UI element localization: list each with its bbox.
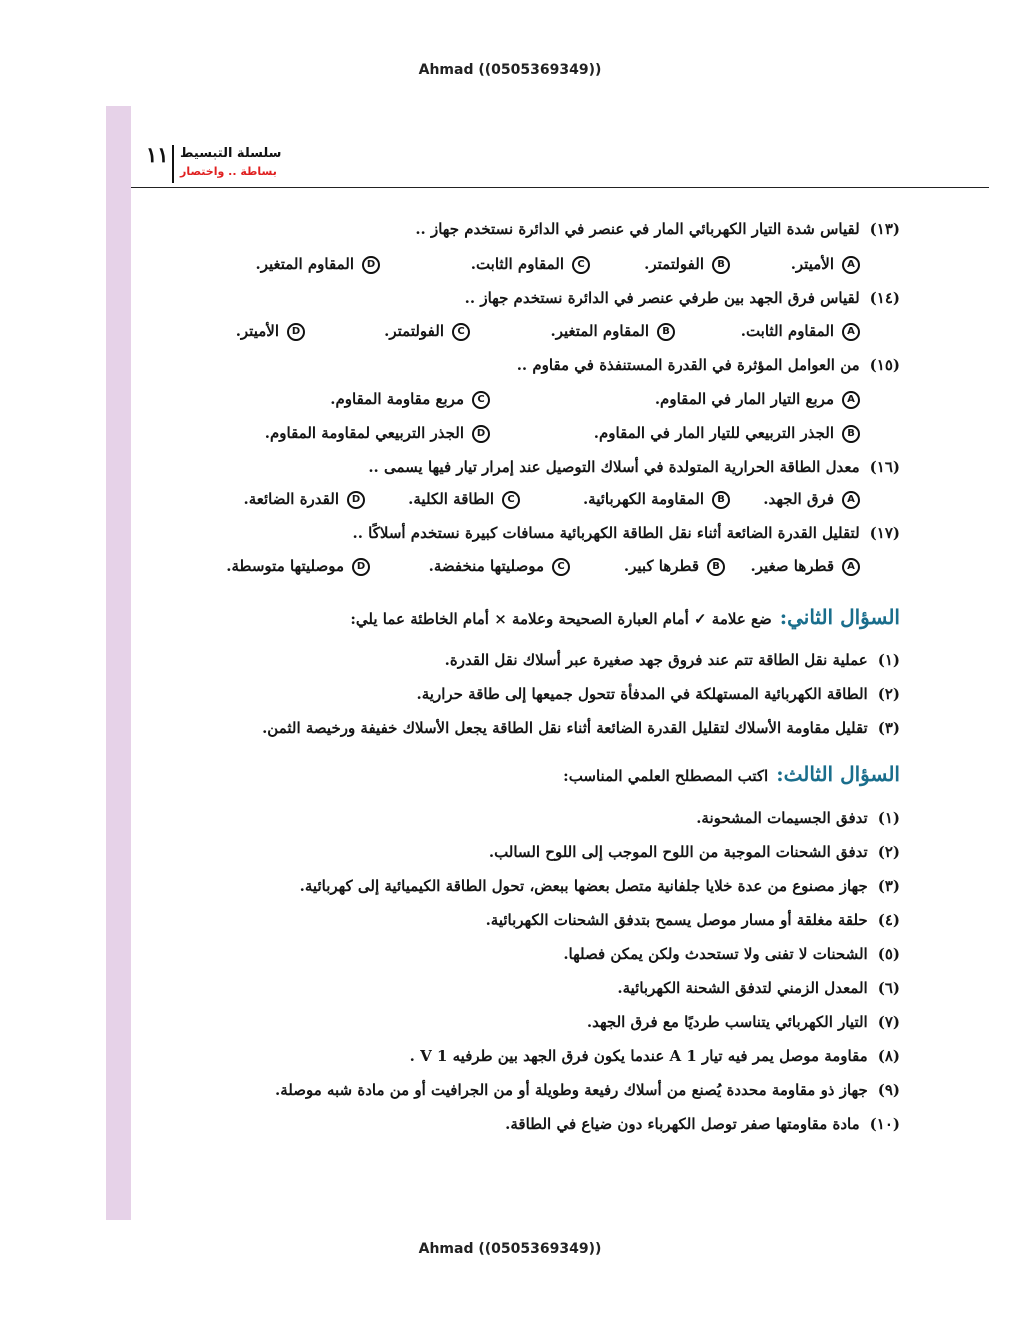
question-text: معدل الطاقة الحرارية المتولدة في أسلاك التوصيل عند إمرار تيار فيها يسمى .. (368, 458, 860, 476)
mcq-question (517, 356, 900, 374)
mcq-question (353, 524, 900, 542)
section-2-heading (350, 605, 900, 629)
option-letter-icon: A (842, 256, 860, 274)
item-number: (٦) (877, 979, 900, 997)
section-3-label: السؤال الثالث: (776, 762, 900, 786)
option-letter-icon: A (842, 491, 860, 509)
options-row (180, 255, 860, 279)
list-item (275, 1081, 900, 1099)
option-text: قطرها صغير. (750, 557, 834, 575)
contact-header: Ahmad ((0505369349)) (418, 62, 602, 78)
option-text: المقاوم المتغير. (550, 322, 649, 340)
page-number: ١١ (146, 142, 169, 167)
list-item (696, 809, 900, 827)
list-item (505, 1115, 900, 1133)
option-text: المقاوم الثابت. (470, 255, 564, 273)
item-text: تقليل مقاومة الأسلاك لتقليل القدرة الضائعة أثناء نقل الطاقة يجعل الأسلاك خفيفة ورخيصة الثمن. (262, 719, 868, 737)
option-letter-icon: C (472, 391, 490, 409)
question-number: (١٤) (869, 289, 900, 307)
option-letter-icon: D (287, 323, 305, 341)
option-b[interactable] (644, 255, 730, 274)
option-b[interactable] (583, 490, 730, 509)
item-number: (٧) (877, 1013, 900, 1031)
list-item (563, 945, 900, 963)
mcq-question (465, 289, 900, 307)
option-text: المقاوم المتغير. (255, 255, 354, 273)
option-a[interactable] (751, 557, 860, 576)
item-number: (٥) (877, 945, 900, 963)
item-number: (٤) (877, 911, 900, 929)
option-letter-icon: B (712, 256, 730, 274)
question-number: (١٥) (869, 356, 900, 374)
option-text: موصليتها متوسطة. (226, 557, 344, 575)
section-3-heading (563, 762, 900, 786)
item-number: (٣) (877, 719, 900, 737)
contact-footer: Ahmad ((0505369349)) (418, 1241, 602, 1257)
option-d[interactable] (255, 255, 380, 274)
series-tagline: بساطة .. واختصار (180, 165, 277, 178)
item-text: مادة مقاومتها صفر توصل الكهرباء دون ضياع في الطاقة. (505, 1115, 860, 1133)
page-number-divider (172, 145, 174, 183)
option-text: المقاومة الكهربائية. (582, 490, 704, 508)
item-text: حلقة مغلقة أو مسار موصل يسمح بتدفق الشحنات الكهربائية. (485, 911, 868, 929)
list-item (617, 979, 900, 997)
option-a[interactable] (791, 255, 860, 274)
option-c[interactable] (384, 322, 470, 341)
option-letter-icon: B (712, 491, 730, 509)
option-letter-icon: D (472, 425, 490, 443)
option-letter-icon: A (842, 323, 860, 341)
question-text: لقياس شدة التيار الكهربائي المار في عنصر في الدائرة نستخدم جهاز .. (415, 220, 860, 238)
section-3-instruction: اكتب المصطلح العلمي المناسب: (563, 767, 769, 785)
option-d[interactable] (265, 424, 490, 443)
item-text: عملية نقل الطاقة تتم عند فروق جهد صغيرة عبر أسلاك نقل القدرة. (444, 651, 868, 669)
option-b[interactable] (594, 424, 860, 443)
side-bar (106, 106, 131, 1220)
item-number: (٣) (877, 877, 900, 895)
item-text: التيار الكهربائي يتناسب طرديًا مع فرق الجهد. (586, 1013, 868, 1031)
option-letter-icon: D (362, 256, 380, 274)
question-text: لقياس فرق الجهد بين طرفي عنصر في الدائرة نستخدم جهاز .. (464, 289, 860, 307)
item-number: (٨) (877, 1047, 900, 1065)
section-2-label: السؤال الثاني: (779, 605, 900, 629)
option-letter-icon: A (842, 558, 860, 576)
question-number: (١٣) (869, 220, 900, 238)
list-item (300, 877, 900, 895)
option-c[interactable] (408, 490, 520, 509)
header-rule (131, 187, 989, 188)
item-number: (٢) (877, 685, 900, 703)
option-text: موصليتها منخفضة. (428, 557, 544, 575)
question-number: (١٧) (869, 524, 900, 542)
option-text: الفولتمتر. (384, 322, 444, 340)
option-letter-icon: C (502, 491, 520, 509)
item-text: الطاقة الكهربائية المستهلكة في المدفأة تتحول جميعها إلى طاقة حرارية. (416, 685, 868, 703)
item-number: (٢) (877, 843, 900, 861)
item-number: (١) (877, 809, 900, 827)
option-letter-icon: C (452, 323, 470, 341)
list-item (262, 719, 900, 737)
option-letter-icon: D (347, 491, 365, 509)
options-row (180, 490, 860, 514)
option-letter-icon: C (572, 256, 590, 274)
options-row (180, 557, 860, 581)
option-a[interactable] (763, 490, 860, 509)
item-text: تدفق الجسيمات المشحونة. (696, 809, 868, 827)
option-b[interactable] (550, 322, 675, 341)
option-text: مربع مقاومة المقاوم. (330, 390, 464, 408)
option-d[interactable] (226, 557, 370, 576)
question-text: لتقليل القدرة الضائعة أثناء نقل الطاقة الكهربائية مسافات كبيرة نستخدم أسلاكًا .. (352, 524, 860, 542)
option-text: الأميتر. (235, 322, 279, 340)
option-a[interactable] (741, 322, 860, 341)
option-letter-icon: B (657, 323, 675, 341)
option-text: المقاوم الثابت. (740, 322, 834, 340)
question-number: (١٦) (869, 458, 900, 476)
option-text: فرق الجهد. (763, 490, 834, 508)
options-row (180, 390, 860, 414)
option-text: قطرها كبير. (623, 557, 699, 575)
options-row (180, 322, 860, 346)
item-number: (١٠) (869, 1115, 900, 1133)
option-c[interactable] (429, 557, 570, 576)
option-c[interactable] (471, 255, 590, 274)
item-number: (٩) (877, 1081, 900, 1099)
item-text: مقاومة موصل يمر فيه تيار 1 A عندما يكون فرق الجهد بين طرفيه 1 V . (409, 1047, 868, 1065)
list-item (489, 843, 900, 861)
options-row (180, 424, 860, 448)
option-text: الفولتمتر. (644, 255, 704, 273)
option-b[interactable] (624, 557, 725, 576)
item-text: تدفق الشحنات الموجبة من اللوح الموجب إلى اللوح السالب. (488, 843, 868, 861)
series-title: سلسلة التبسيط (180, 146, 282, 161)
option-letter-icon: C (552, 558, 570, 576)
section-2-instruction: ضع علامة ✓ أمام العبارة الصحيحة وعلامة × أمام الخاطئة عما يلي: (350, 610, 772, 628)
item-text: جهاز مصنوع من عدة خلايا جلفانية متصل بعضها ببعض، تحول الطاقة الكيميائية إلى كهربائية. (299, 877, 868, 895)
item-text: جهاز ذو مقاومة محددة يُصنع من أسلاك رفيعة وطويلة أو من الجرافيت أو من مادة شبه موصلة. (275, 1081, 868, 1099)
option-d[interactable] (243, 490, 365, 509)
option-letter-icon: A (842, 391, 860, 409)
option-text: القدرة الضائعة. (243, 490, 339, 508)
option-text: مربع التيار المار في المقاوم. (654, 390, 834, 408)
question-text: من العوامل المؤثرة في القدرة المستنفذة في مقاوم .. (516, 356, 860, 374)
list-item (410, 1047, 900, 1065)
option-letter-icon: B (842, 425, 860, 443)
item-number: (١) (877, 651, 900, 669)
option-text: الجذر التربيعي لمقاومة المقاوم. (264, 424, 464, 442)
option-text: الطاقة الكلية. (408, 490, 494, 508)
option-d[interactable] (236, 322, 305, 341)
item-text: الشحنات لا تفنى ولا تستحدث ولكن يمكن فصلها. (563, 945, 868, 963)
option-letter-icon: B (707, 558, 725, 576)
item-text: المعدل الزمني لتدفق الشحنة الكهربائية. (617, 979, 868, 997)
list-item (486, 911, 900, 929)
option-text: الجذر التربيعي للتيار المار في المقاوم. (593, 424, 834, 442)
option-c[interactable] (330, 390, 490, 409)
list-item (445, 651, 900, 669)
option-a[interactable] (655, 390, 860, 409)
list-item (587, 1013, 900, 1031)
list-item (417, 685, 900, 703)
option-text: الأميتر. (790, 255, 834, 273)
mcq-question (368, 458, 900, 476)
option-letter-icon: D (352, 558, 370, 576)
mcq-question (415, 220, 900, 238)
